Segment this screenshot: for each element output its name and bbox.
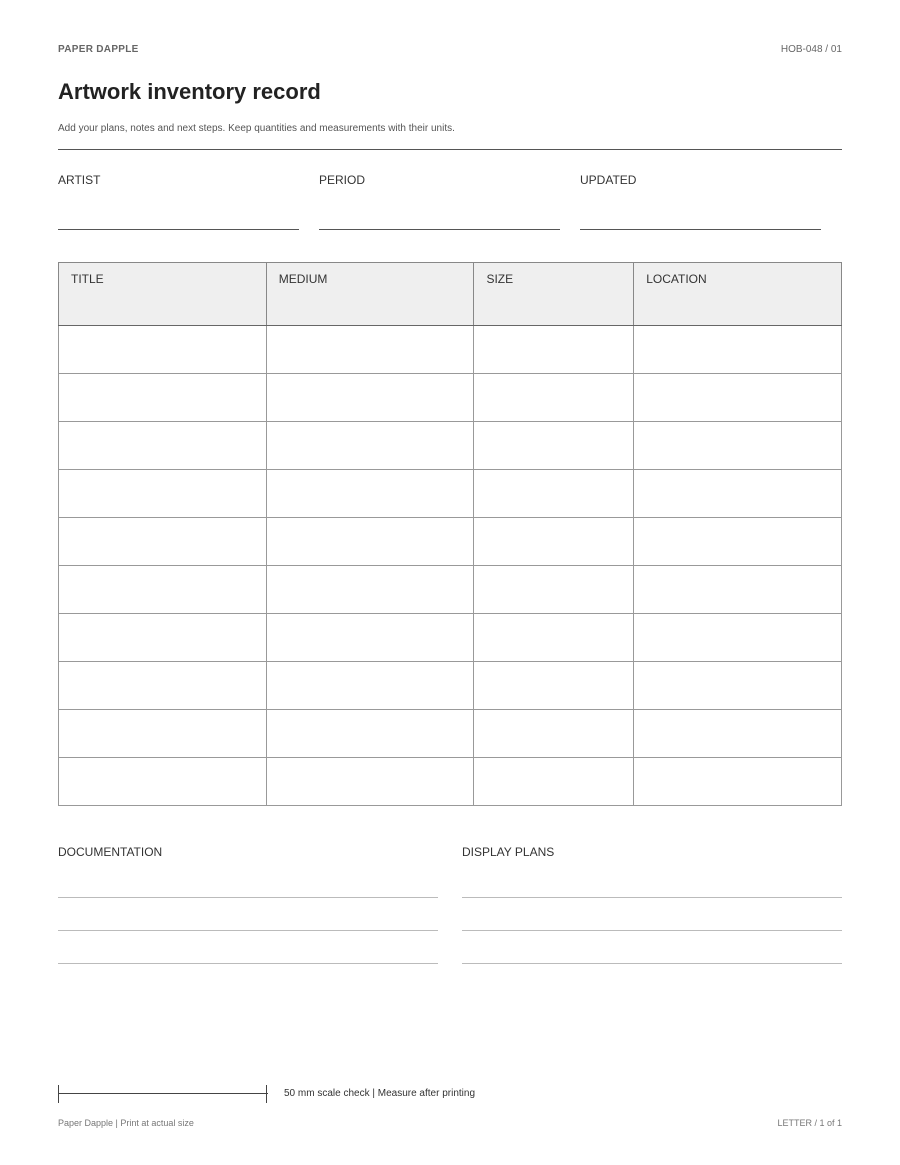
table-cell[interactable]: [266, 758, 474, 806]
page-subtitle: Add your plans, notes and next steps. Keep quantities and measurements with their units.: [58, 123, 455, 134]
table-cell[interactable]: [59, 566, 267, 614]
table-cell[interactable]: [266, 662, 474, 710]
document-id: HOB-048 / 01: [780, 44, 842, 55]
table-cell[interactable]: [266, 374, 474, 422]
column-header-medium: MEDIUM: [266, 263, 474, 326]
table-cell[interactable]: [59, 422, 267, 470]
table-cell[interactable]: [59, 374, 267, 422]
table-row: [59, 422, 842, 470]
table-cell[interactable]: [266, 326, 474, 374]
period-field[interactable]: [319, 229, 560, 230]
table-cell[interactable]: [266, 566, 474, 614]
table-cell[interactable]: [634, 758, 842, 806]
table-cell[interactable]: [474, 518, 634, 566]
table-row: [59, 758, 842, 806]
documentation-line[interactable]: [58, 930, 438, 931]
table-cell[interactable]: [634, 518, 842, 566]
table-cell[interactable]: [59, 710, 267, 758]
table-cell[interactable]: [266, 518, 474, 566]
page-title: Artwork inventory record: [58, 79, 321, 104]
column-header-title: TITLE: [59, 263, 267, 326]
table-cell[interactable]: [474, 470, 634, 518]
documentation-line[interactable]: [58, 897, 438, 898]
table-cell[interactable]: [634, 614, 842, 662]
scale-check-bar: [58, 1085, 268, 1103]
brand-name: PAPER DAPPLE: [58, 44, 139, 55]
table-row: [59, 710, 842, 758]
column-header-size: SIZE: [474, 263, 634, 326]
scale-check-text: 50 mm scale check | Measure after printing: [284, 1088, 476, 1099]
artist-label: ARTIST: [58, 173, 101, 187]
display-plans-label: DISPLAY PLANS: [462, 845, 555, 859]
table-cell[interactable]: [59, 758, 267, 806]
table-row: [59, 662, 842, 710]
table-cell[interactable]: [266, 422, 474, 470]
table-cell[interactable]: [634, 422, 842, 470]
table-cell[interactable]: [474, 614, 634, 662]
table-cell[interactable]: [59, 518, 267, 566]
table-cell[interactable]: [634, 326, 842, 374]
table-row: [59, 614, 842, 662]
artist-field[interactable]: [58, 229, 299, 230]
table-cell[interactable]: [474, 566, 634, 614]
table-body: [59, 326, 842, 806]
table-cell[interactable]: [59, 614, 267, 662]
table-cell[interactable]: [59, 326, 267, 374]
table-cell[interactable]: [634, 566, 842, 614]
footer-left: Paper Dapple | Print at actual size: [58, 1118, 194, 1128]
table-cell[interactable]: [59, 470, 267, 518]
table-row: [59, 374, 842, 422]
table-cell[interactable]: [59, 662, 267, 710]
table-cell[interactable]: [634, 662, 842, 710]
table-cell[interactable]: [634, 710, 842, 758]
table-cell[interactable]: [474, 374, 634, 422]
table-cell[interactable]: [634, 470, 842, 518]
table-cell[interactable]: [634, 374, 842, 422]
table-row: [59, 566, 842, 614]
table-cell[interactable]: [266, 614, 474, 662]
table-cell[interactable]: [474, 758, 634, 806]
table-row: [59, 470, 842, 518]
table-row: [59, 518, 842, 566]
table-cell[interactable]: [266, 470, 474, 518]
table-cell[interactable]: [474, 326, 634, 374]
display-plans-line[interactable]: [462, 897, 842, 898]
table-cell[interactable]: [474, 710, 634, 758]
table-header-row: [59, 263, 842, 326]
footer-page-info: LETTER / 1 of 1: [777, 1118, 842, 1128]
documentation-label: DOCUMENTATION: [58, 845, 163, 859]
table-cell[interactable]: [266, 710, 474, 758]
header-divider: [58, 149, 842, 150]
inventory-table: [58, 262, 842, 806]
column-header-location: LOCATION: [634, 263, 842, 326]
table-cell[interactable]: [474, 422, 634, 470]
period-label: PERIOD: [319, 173, 366, 187]
documentation-line[interactable]: [58, 963, 438, 964]
display-plans-line[interactable]: [462, 930, 842, 931]
updated-label: UPDATED: [580, 173, 637, 187]
display-plans-line[interactable]: [462, 963, 842, 964]
table-row: [59, 326, 842, 374]
table-cell[interactable]: [474, 662, 634, 710]
updated-field[interactable]: [580, 229, 821, 230]
